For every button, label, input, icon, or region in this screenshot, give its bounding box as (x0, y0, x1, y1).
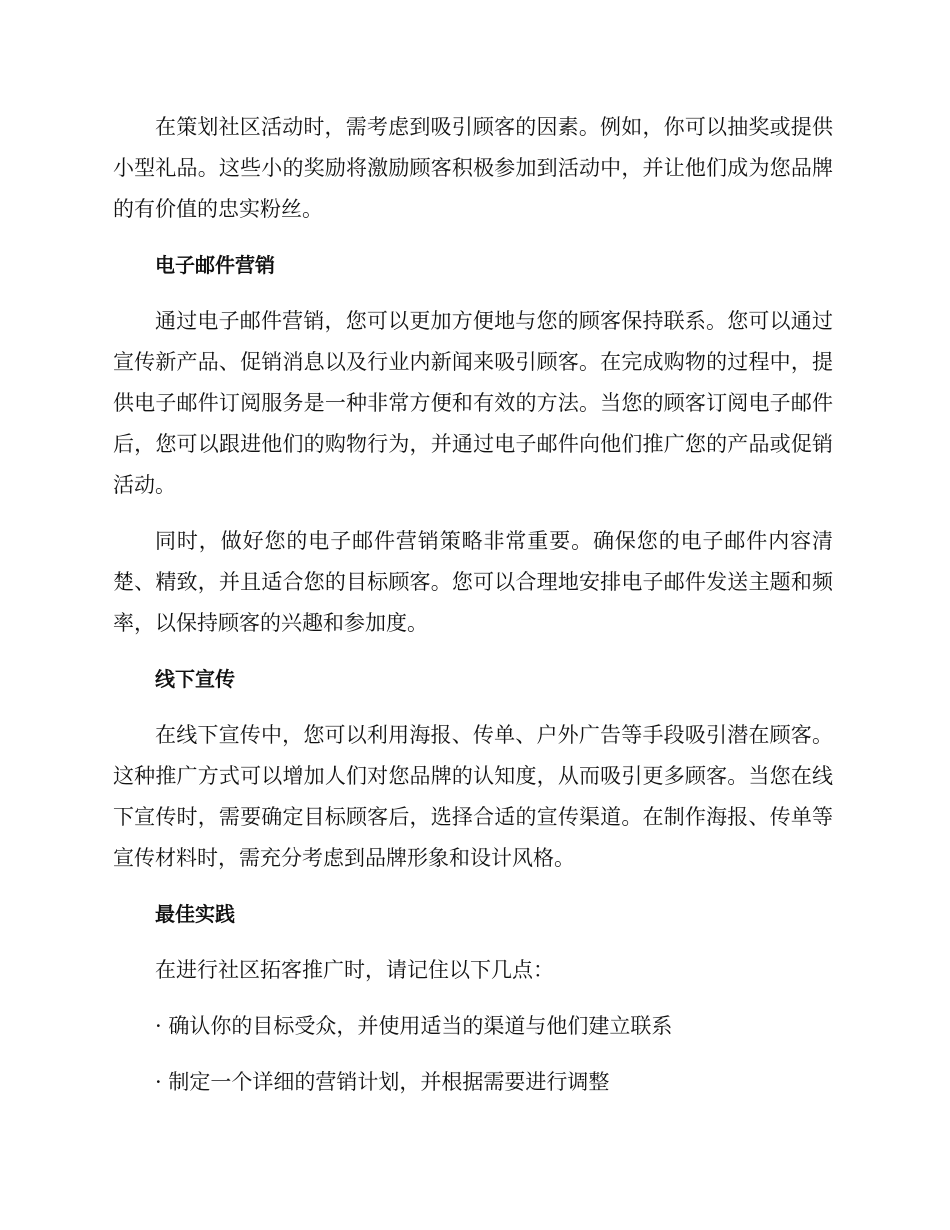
document-page (113, 107, 833, 1118)
paragraph-email-intro: 通过电子邮件营销，您可以更加方便地与您的顾客保持联系。您可以通过宣传新产品、促销消息以及行业内新闻来吸引顾客。在完成购物的过程中，提供电子邮件订阅服务是一种非常方便和有效的方法。当您的顾客订阅电子邮件后，您可以跟进他们的购物行为，并通过电子邮件向他们推广您的产品或促销活动。 (113, 309, 833, 497)
heading-best-practices: 最佳实践 (155, 902, 235, 926)
heading-email-marketing: 电子邮件营销 (155, 253, 275, 277)
bullet-item: · 确认你的目标受众，并使用适当的渠道与他们建立联系 (155, 1014, 673, 1038)
paragraph-best-practices-intro: 在进行社区拓客推广时，请记住以下几点： (155, 958, 554, 982)
heading-offline-promotion: 线下宣传 (155, 667, 235, 691)
paragraph-community-events: 在策划社区活动时，需考虑到吸引顾客的因素。例如，你可以抽奖或提供小型礼品。这些小的奖励将激励顾客积极参加到活动中，并让他们成为您品牌的有价值的忠实粉丝。 (113, 115, 833, 221)
paragraph-email-strategy: 同时，做好您的电子邮件营销策略非常重要。确保您的电子邮件内容清楚、精致，并且适合您的目标顾客。您可以合理地安排电子邮件发送主题和频率，以保持顾客的兴趣和参加度。 (113, 529, 833, 635)
bullet-item: · 制定一个详细的营销计划，并根据需要进行调整 (155, 1070, 610, 1094)
paragraph-offline-promotion: 在线下宣传中，您可以利用海报、传单、户外广告等手段吸引潜在顾客。这种推广方式可以增加人们对您品牌的认知度，从而吸引更多顾客。当您在线下宣传时，需要确定目标顾客后，选择合适的宣传渠道。在制作海报、传单等宣传材料时，需充分考虑到品牌形象和设计风格。 (113, 723, 833, 870)
